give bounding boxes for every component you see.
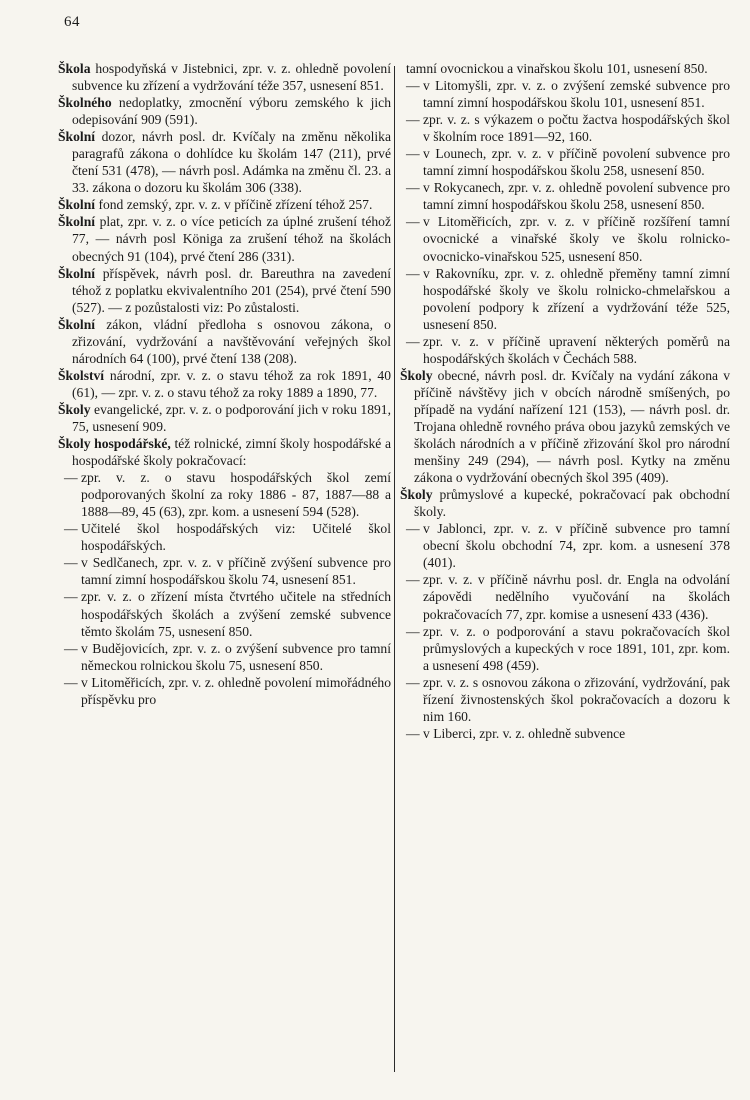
em-dash-marker: — [64,555,78,571]
subentry-text: v Budějovicích, zpr. v. z. o zvýšení subvence pro tamní německou rolnickou školu 75, usnesení 850. [81,640,391,673]
em-dash-marker: — [64,589,78,605]
subentry-text: zpr. v. z. s výkazem o počtu žactva hospodářských škol v školním roce 1891—92, 160. [423,112,730,145]
index-subentry [400,725,730,742]
right-column [400,60,730,742]
em-dash-marker: — [406,572,420,588]
index-entry [58,213,391,264]
entry-headword: Školy [400,487,433,503]
em-dash-marker: — [64,521,78,537]
subentry-text: v Litomyšli, zpr. v. z. o zvýšení zemské subvence pro tamní zimní hospodářskou školu 101, usnesení 851. [423,78,730,111]
entry-headword: Školní [58,197,96,213]
entry-text: příspěvek, návrh posl. dr. Bareuthra na zavedení téhož z poplatku ekvivalentního 201 (254), prvé čtení 590 (527). — z pozůstalosti viz: Po zůstalosti. [72,265,391,315]
index-subentry [400,674,730,725]
subentry-text: zpr. v. z. o zřízení místa čtvrtého učitele na středních hospodářských školách a zvýšení zemské subvence těmto školám 75, usnesení 850. [81,589,391,639]
index-entry [400,486,730,520]
em-dash-marker: — [406,521,420,537]
entry-text: národní, zpr. v. z. o stavu téhož za rok 1891, 40 (61), — zpr. v. z. o stavu téhož za roky 1889 a 1890, 77. [72,367,391,400]
entry-headword: Škola [58,61,91,76]
entry-text: fond zemský, zpr. v. z. v příčině zřízení téhož 257. [98,197,373,213]
index-subentry [400,571,730,622]
em-dash-marker: — [64,470,78,486]
index-subentry [400,265,730,333]
subentry-text: zpr. v. z. v příčině upravení některých poměrů na hospodářských školách v Čechách 588. [423,333,730,366]
index-subentry [58,674,391,708]
entry-text: plat, zpr. v. z. o více peticích za úplné zrušení téhož 77, — návrh posl Königa za zrušení téhož na školách obecných 91 (104), prvé čtení 286 (331). [72,214,391,264]
em-dash-marker: — [406,265,420,281]
em-dash-marker: — [406,146,420,162]
entry-headword: Školní [58,265,96,281]
entry-headword: Školství [58,367,105,383]
index-subentry [58,554,391,588]
index-entry [58,60,391,94]
subentry-text: zpr. v. z. o stavu hospodářských škol zemí podporovaných školní za roky 1886 - 87, 1887—88 a 1888—89, 45 (63), zpr. kom. a usnesení 594 (528). [81,470,391,520]
entry-text: zákon, vládní předloha s osnovou zákona, o zřizování, vydržování a navštěvování veřejných škol národních 64 (100), prvé čtení 138 (208). [72,316,391,366]
index-subentry [58,520,391,554]
entry-headword: Školní [58,316,96,332]
index-subentry [400,179,730,213]
subentry-text: zpr. v. z. o podporování a stavu pokračovacích škol průmyslových a kupeckých v roce 1891, 101, zpr. kom. a usnesení 498 (459). [423,623,730,673]
entry-text: evangelické, zpr. v. z. o podporování jich v roku 1891, 75, usnesení 909. [72,401,391,434]
index-entry [58,128,391,196]
index-entry [58,401,391,435]
index-entry [58,316,391,367]
em-dash-marker: — [406,180,420,196]
em-dash-marker: — [64,674,78,690]
entry-text: hospodyňská v Jistebnici, zpr. v. z. ohledně povolení subvence ku zřízení a vydržování téže 357, usnesení 851. [72,61,391,94]
index-subentry [400,333,730,367]
subentry-text: tamní ovocnickou a vinařskou školu 101, usnesení 850. [406,61,708,76]
entry-headword: Školy [58,401,91,417]
left-column [58,60,391,708]
entry-text: obecné, návrh posl. dr. Kvíčaly na vydání zákona v příčině návštěvy jich v obcích národně smíšených, po případě na vydání nařízení 121 (153), — návrh posl. dr. Trojana ohledně rovného práva obou jazyků zemských ve školách národních a v příčině zřizování škol pro národní menšiny 249 (294), — návrh posl. Kytky na změnu zákona o vydržování obecných škol 395 (409). [414,367,730,486]
em-dash-marker: — [406,333,420,349]
subentry-text: Učitelé škol hospodářských viz: Učitelé škol hospodářských. [81,521,391,554]
index-subentry [58,640,391,674]
subentry-text: v Lounech, zpr. v. z. v příčině povolení subvence pro tamní zimní hospodářskou školu 258, usnesení 850. [423,146,730,179]
index-subentry [58,469,391,520]
em-dash-marker: — [406,725,420,741]
entry-text: nedoplatky, zmocnění výboru zemského k jich odepisování 909 (591). [72,95,391,128]
index-subentry [400,520,730,571]
index-entry [58,196,391,213]
index-entry [58,94,391,128]
entry-text: též rolnické, zimní školy hospodářské a hospodářské školy pokračovací: [72,436,391,469]
index-subentry [400,145,730,179]
em-dash-marker: — [406,623,420,639]
column-divider [394,66,395,1072]
subentry-text: zpr. v. z. s osnovou zákona o zřizování, vydržování, pak řízení živnostenských škol pokračovacích a dozoru k nim 160. [423,674,730,724]
subentry-text: v Litoměřicích, zpr. v. z. v příčině rozšíření tamní ovocnické a vinařské školy ve školu rolnicko-ovocnicko-vinařskou 525, usnesení 850. [423,214,730,264]
subentry-text: v Rakovníku, zpr. v. z. ohledně přeměny tamní zimní hospodářské školy ve školu rolnicko-chmelařskou a povolení podpory k zřízení a vydržování téže 525, usnesení 850. [423,265,730,332]
entry-headword: Školní [58,214,96,230]
index-entry [58,367,391,401]
subentry-text: v Sedlčanech, zpr. v. z. v příčině zvýšení subvence pro tamní zimní hospodářskou školu 74, usnesení 851. [81,555,391,588]
index-subentry [400,213,730,264]
index-entry [400,367,730,486]
subentry-text: zpr. v. z. v příčině návrhu posl. dr. Engla na odvolání zápovědi nedělního vyučování na školách pokračovacích 77, zpr. komise a usnesení 433 (436). [423,572,730,622]
page-number: 64 [64,14,80,30]
em-dash-marker: — [406,214,420,230]
entry-headword: Školní [58,129,96,145]
index-subentry [400,111,730,145]
em-dash-marker: — [406,78,420,94]
em-dash-marker: — [406,112,420,128]
index-entry [58,435,391,469]
subentry-text: v Liberci, zpr. v. z. ohledně subvence [423,725,626,741]
index-subentry [58,588,391,639]
entry-headword: Školy [400,367,433,383]
index-entry [58,265,391,316]
subentry-text: v Jablonci, zpr. v. z. v příčině subvence pro tamní obecní školu obchodní 74, zpr. kom. a usnesení 378 (401). [423,521,730,571]
continued-subentry [400,60,730,77]
entry-headword: Školy hospodářské, [58,436,171,452]
entry-text: průmyslové a kupecké, pokračovací pak obchodní školy. [414,487,730,520]
index-subentry [400,623,730,674]
em-dash-marker: — [406,674,420,690]
subentry-text: v Rokycanech, zpr. v. z. ohledně povolení subvence pro tamní zimní hospodářskou školu 258, usnesení 850. [423,180,730,213]
index-subentry [400,77,730,111]
entry-text: dozor, návrh posl. dr. Kvíčaly na změnu několika paragrafů zákona o dohlídce ku školám 147 (211), prvé čtení 531 (478), — návrh posl. Adámka na změnu čl. 23. a 33. zákona o dozoru ku školám 306 (338). [72,129,392,196]
entry-headword: Školného [58,95,112,111]
subentry-text: v Litoměřicích, zpr. v. z. ohledně povolení mimořádného příspěvku pro [81,674,391,707]
em-dash-marker: — [64,640,78,656]
